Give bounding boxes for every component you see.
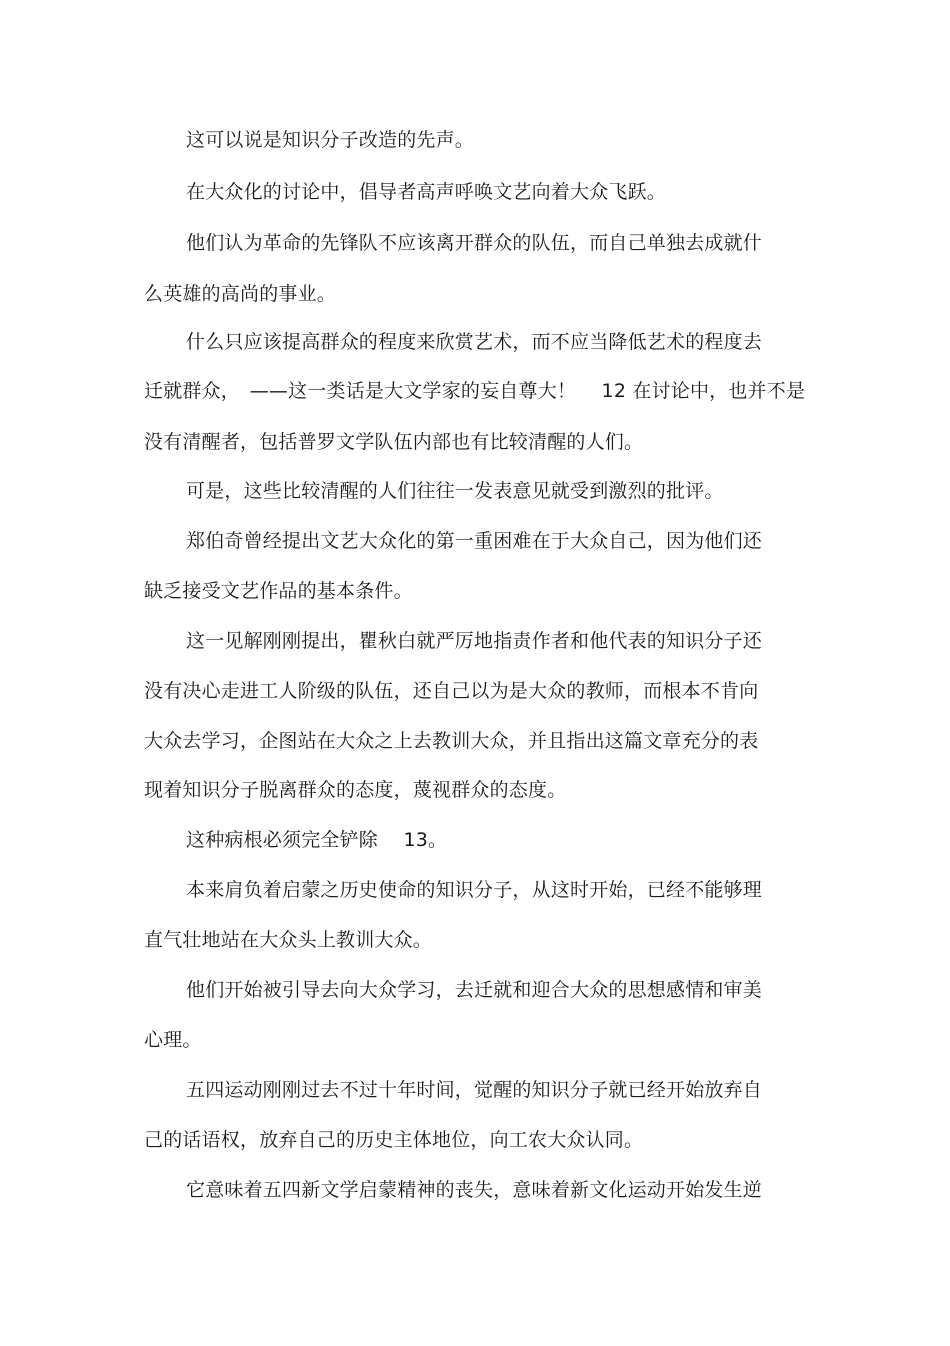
text-line: 现着知识分子脱离群众的态度，蔑视群众的态度。 (144, 779, 567, 801)
text-line: 它意味着五四新文学启蒙精神的丧失，意味着新文化运动开始发生逆 (186, 1179, 763, 1201)
text-line: 大众去学习，企图站在大众之上去教训大众，并且指出这篇文章充分的表 (144, 730, 759, 752)
text-line: 他们开始被引导去向大众学习，去迁就和迎合大众的思想感情和审美 (186, 979, 763, 1001)
text-line: 五四运动刚刚过去不过十年时间，觉醒的知识分子就已经开始放弃自 (186, 1079, 763, 1101)
text-line: 己的话语权，放弃自己的历史主体地位，向工农大众认同。 (144, 1129, 644, 1151)
text-line: 什么只应该提高群众的程度来欣赏艺术，而不应当降低艺术的程度去 (186, 331, 763, 353)
text-line: 可是，这些比较清醒的人们往往一发表意见就受到激烈的批评。 (186, 480, 724, 502)
text-line: 这一见解刚刚提出，瞿秋白就严厉地指责作者和他代表的知识分子还 (186, 630, 763, 652)
text-line: 么英雄的高尚的事业。 (144, 283, 337, 305)
text-line: 没有决心走进工人阶级的队伍，还自己以为是大众的教师，而根本不肯向 (144, 680, 759, 702)
text-line: 心理。 (144, 1029, 202, 1051)
text-line: 这可以说是知识分子改造的先声。 (186, 129, 475, 151)
text-line: 本来肩负着启蒙之历史使命的知识分子，从这时开始，已经不能够理 (186, 879, 763, 901)
text-line: 缺乏接受文艺作品的基本条件。 (144, 580, 413, 602)
text-line: 这种病根必须完全铲除 13。 (186, 829, 448, 851)
text-line: 郑伯奇曾经提出文艺大众化的第一重困难在于大众自己，因为他们还 (186, 530, 763, 552)
text-line: 没有清醒者，包括普罗文学队伍内部也有比较清醒的人们。 (144, 431, 644, 453)
text-line: 直气壮地站在大众头上教训大众。 (144, 929, 433, 951)
text-line: 迁就群众， ——这一类话是大文学家的妄自尊大！ 12 在讨论中，也并不是 (144, 380, 806, 402)
text-line: 他们认为革命的先锋队不应该离开群众的队伍，而自己单独去成就什 (186, 232, 763, 254)
text-line: 在大众化的讨论中，倡导者高声呼唤文艺向着大众飞跃。 (186, 181, 667, 203)
